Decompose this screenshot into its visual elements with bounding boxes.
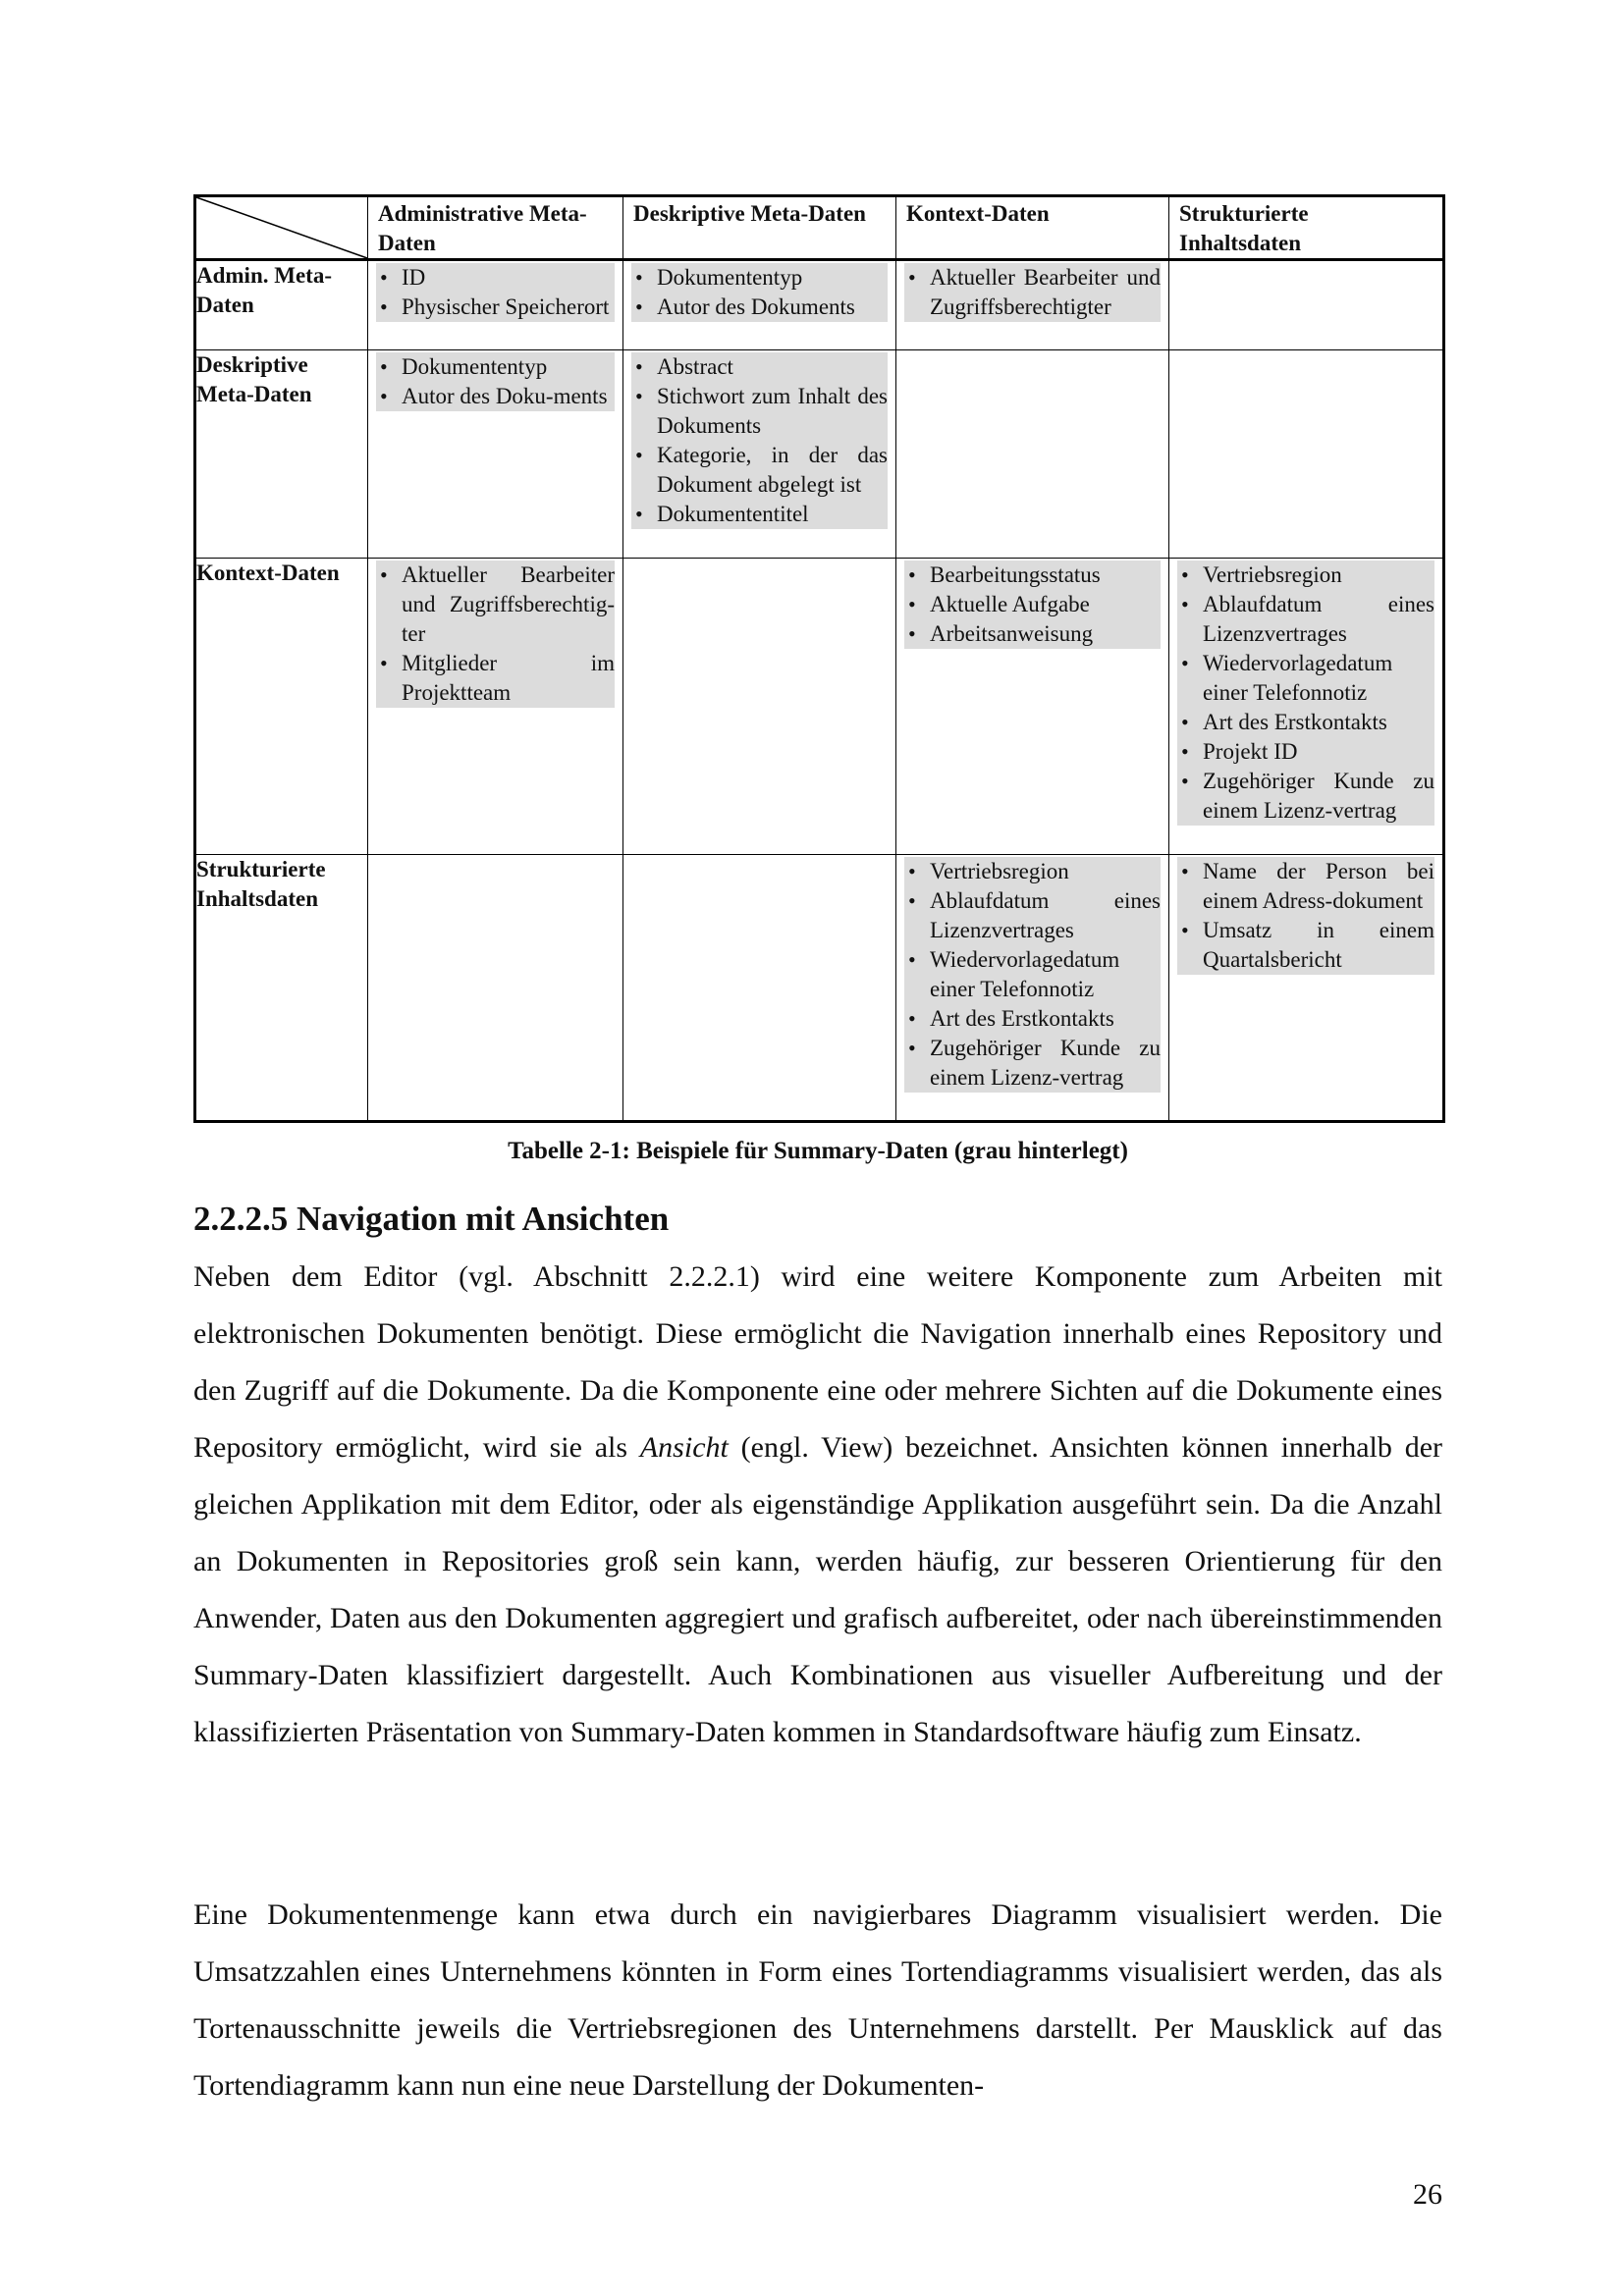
list-item: • Wiedervorlagedatum einer Telefonnotiz — [904, 945, 1161, 1004]
bullet-list — [904, 857, 1161, 1093]
bullet-list — [376, 352, 615, 411]
list-item: • Vertriebsregion — [1177, 561, 1434, 590]
table-cell — [1169, 855, 1444, 1122]
list-item: • Aktuelle Aufgabe — [904, 590, 1161, 619]
table-row — [195, 350, 1444, 559]
table-row — [195, 855, 1444, 1122]
table-cell — [623, 350, 896, 559]
list-item: • Umsatz in einem Quartalsbericht — [1177, 916, 1434, 975]
bullet-list — [1177, 857, 1434, 975]
list-item: • Aktueller Bearbeiter und Zugriffsberechtig-ter — [376, 561, 615, 649]
column-header-admin: Administrative Meta-Daten — [368, 196, 623, 260]
table-cell — [896, 260, 1169, 350]
row-header: Strukturierte Inhaltsdaten — [195, 855, 368, 1122]
list-item: • Arbeitsanweisung — [904, 619, 1161, 649]
section-number: 2.2.2.5 — [193, 1200, 289, 1238]
bullet-list — [631, 352, 888, 529]
list-item: • Art des Erstkontakts — [1177, 708, 1434, 737]
table-cell — [368, 855, 623, 1122]
paragraph-1-emphasis: Ansicht — [639, 1431, 729, 1464]
table-cell — [623, 559, 896, 855]
table-header-row — [195, 196, 1444, 260]
summary-highlight — [376, 263, 615, 322]
list-item: • Mitglieder im Projektteam — [376, 649, 615, 708]
table-corner-cell — [195, 196, 368, 260]
table-caption: Tabelle 2-1: Beispiele für Summary-Daten (grau hinterlegt) — [508, 1138, 1128, 1164]
page-number: 26 — [1413, 2178, 1442, 2211]
list-item: • Bearbeitungsstatus — [904, 561, 1161, 590]
list-item: • Ablaufdatum eines Lizenzvertrages — [904, 886, 1161, 945]
row-header: Admin. Meta-Daten — [195, 260, 368, 350]
table-cell — [896, 350, 1169, 559]
list-item: • Zugehöriger Kunde zu einem Lizenz-vertrag — [1177, 767, 1434, 826]
table-cell — [623, 855, 896, 1122]
table-cell — [1169, 559, 1444, 855]
table-cell — [623, 260, 896, 350]
table-cell — [1169, 350, 1444, 559]
table-cell — [368, 559, 623, 855]
row-header: Kontext-Daten — [195, 559, 368, 855]
diagonal-line — [196, 197, 367, 258]
list-item: • Zugehöriger Kunde zu einem Lizenz-vertrag — [904, 1034, 1161, 1093]
list-item: • Dokumententyp — [376, 352, 615, 382]
column-header-strukturiert: Strukturierte Inhaltsdaten — [1169, 196, 1444, 260]
table-row — [195, 260, 1444, 350]
paragraph-1-text-a: Neben dem Editor (vgl. Abschnitt 2.2.2.1) wird eine weitere Komponente zum Arbeiten mit elektronischen Dokumenten benötigt. Diese ermöglicht die Navigation innerhalb eines Repository und den Zugriff auf die Dokumente. Da die Komponente eine oder mehrere Sichten auf die Dokumente eines Repository ermöglicht, wird sie als — [193, 1260, 1442, 1464]
summary-highlight — [904, 857, 1161, 1093]
list-item: • Ablaufdatum eines Lizenzvertrages — [1177, 590, 1434, 649]
summary-highlight — [1177, 561, 1434, 826]
table-row — [195, 559, 1444, 855]
summary-highlight — [376, 561, 615, 708]
bullet-list — [904, 263, 1161, 322]
paragraph-1 — [193, 1249, 1442, 1761]
bullet-list — [1177, 561, 1434, 826]
summary-highlight — [376, 352, 615, 411]
list-item: • Projekt ID — [1177, 737, 1434, 767]
table-cell — [1169, 260, 1444, 350]
bullet-list — [904, 561, 1161, 649]
list-item: • ID — [376, 263, 615, 293]
list-item: • Art des Erstkontakts — [904, 1004, 1161, 1034]
list-item: • Vertriebsregion — [904, 857, 1161, 886]
list-item: • Wiedervorlagedatum einer Telefonnotiz — [1177, 649, 1434, 708]
list-item: • Kategorie, in der das Dokument abgelegt ist — [631, 441, 888, 500]
list-item: • Aktueller Bearbeiter und Zugriffsberechtigter — [904, 263, 1161, 322]
summary-highlight — [904, 263, 1161, 322]
summary-data-table — [193, 194, 1445, 1123]
list-item: • Dokumententitel — [631, 500, 888, 529]
summary-highlight — [904, 561, 1161, 649]
table-cell — [368, 260, 623, 350]
row-header: Deskriptive Meta-Daten — [195, 350, 368, 559]
list-item: • Autor des Doku-ments — [376, 382, 615, 411]
section-heading — [193, 1200, 669, 1239]
table-cell — [896, 855, 1169, 1122]
bullet-list — [376, 561, 615, 708]
paragraph-1-text-b: (engl. View) bezeichnet. Ansichten können innerhalb der gleichen Applikation mit dem Editor, oder als eigenständige Applikation ausgeführt sein. Da die Anzahl an Dokumenten in Repositories groß sein kann, werden häufig, zur besseren Orientierung für den Anwender, Daten aus den Dokumenten aggregiert und grafisch aufbereitet, oder nach übereinstimmenden Summary-Daten klassifiziert dargestellt. Auch Kombinationen aus visueller Aufbereitung und der klassifizierten Präsentation von Summary-Daten kommen in Standardsoftware häufig zum Einsatz. — [193, 1431, 1442, 1748]
column-header-deskriptiv: Deskriptive Meta-Daten — [623, 196, 896, 260]
list-item: • Physischer Speicherort — [376, 293, 615, 322]
list-item: • Stichwort zum Inhalt des Dokuments — [631, 382, 888, 441]
table-cell — [896, 559, 1169, 855]
list-item: • Name der Person bei einem Adress-dokument — [1177, 857, 1434, 916]
bullet-list — [376, 263, 615, 322]
summary-highlight — [631, 352, 888, 529]
section-title: Navigation mit Ansichten — [297, 1200, 670, 1238]
list-item: • Autor des Dokuments — [631, 293, 888, 322]
table-cell — [368, 350, 623, 559]
bullet-list — [631, 263, 888, 322]
summary-highlight — [631, 263, 888, 322]
list-item: • Dokumententyp — [631, 263, 888, 293]
column-header-kontext: Kontext-Daten — [896, 196, 1169, 260]
paragraph-2: Eine Dokumentenmenge kann etwa durch ein navigierbares Diagramm visualisiert werden. Die Umsatzzahlen eines Unternehmens könnten in Form eines Tortendiagramms visualisiert werden, das als Tortenausschnitte jeweils die Vertriebsregionen des Unternehmens darstellt. Per Mausklick auf das Tortendiagramm kann nun eine neue Darstellung der Dokumenten- — [193, 1898, 1442, 2102]
list-item: • Abstract — [631, 352, 888, 382]
summary-highlight — [1177, 857, 1434, 975]
